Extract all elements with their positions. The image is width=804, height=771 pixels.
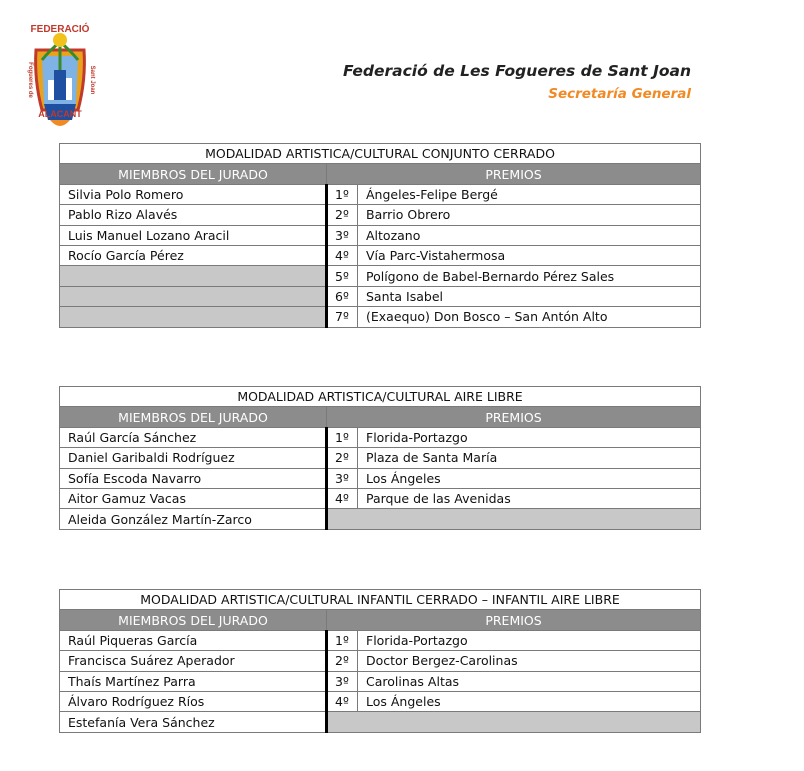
jury-member: Estefanía Vera Sánchez (60, 712, 327, 732)
prize-name: Doctor Bergez-Carolinas (358, 651, 701, 671)
table-row (60, 205, 701, 225)
prize-name: Carolinas Altas (358, 671, 701, 691)
jury-header: MIEMBROS DEL JURADO (60, 610, 327, 630)
jury-member: Rocío García Pérez (60, 245, 327, 265)
prize-name: Vía Parc-Vistahermosa (358, 245, 701, 265)
logo-bottom-text: ALACANT (38, 109, 82, 119)
jury-member: Aitor Gamuz Vacas (60, 488, 327, 508)
table-row (60, 307, 701, 327)
logo-top-text: FEDERACIÓ (30, 24, 90, 35)
table-row (60, 448, 701, 468)
table-row (60, 427, 701, 447)
table-row (60, 691, 701, 711)
prize-place: 4º (327, 245, 358, 265)
jury-member: Luis Manuel Lozano Aracil (60, 225, 327, 245)
jury-member: Pablo Rizo Alavés (60, 205, 327, 225)
federacio-logo (20, 20, 100, 135)
prize-place: 5º (327, 266, 358, 286)
prize-name: Florida-Portazgo (358, 427, 701, 447)
prize-name: Parque de las Avenidas (358, 488, 701, 508)
results-table-aire-libre (59, 386, 701, 530)
table-row (60, 286, 701, 306)
prize-place: 1º (327, 427, 358, 447)
page-title: Federació de Les Fogueres de Sant Joan (342, 62, 691, 80)
empty-jury-cell (60, 307, 327, 327)
page-subtitle: Secretaría General (548, 86, 691, 102)
prize-place: 4º (327, 691, 358, 711)
empty-jury-cell (60, 286, 327, 306)
table-row (60, 266, 701, 286)
prize-name: Altozano (358, 225, 701, 245)
table-row (60, 651, 701, 671)
empty-prize-cell (327, 509, 701, 529)
prize-place: 2º (327, 448, 358, 468)
results-table-infantil (59, 589, 701, 733)
prize-name: (Exaequo) Don Bosco – San Antón Alto (358, 307, 701, 327)
table-row (60, 712, 701, 732)
table-row (60, 184, 701, 204)
prize-place: 2º (327, 651, 358, 671)
prize-place: 2º (327, 205, 358, 225)
prize-place: 3º (327, 225, 358, 245)
prizes-header: PREMIOS (327, 407, 701, 427)
jury-member: Daniel Garibaldi Rodríguez (60, 448, 327, 468)
prizes-header: PREMIOS (327, 610, 701, 630)
table-row (60, 225, 701, 245)
prize-place: 1º (327, 630, 358, 650)
prize-name: Ángeles-Felipe Bergé (358, 184, 701, 204)
jury-member: Raúl García Sánchez (60, 427, 327, 447)
table-caption: MODALIDAD ARTISTICA/CULTURAL AIRE LIBRE (60, 387, 701, 407)
table-caption: MODALIDAD ARTISTICA/CULTURAL CONJUNTO CERRADO (60, 144, 701, 164)
prize-place: 7º (327, 307, 358, 327)
table-row (60, 245, 701, 265)
logo-right-text: Sant Joan (89, 65, 95, 95)
empty-prize-cell (327, 712, 701, 732)
jury-header: MIEMBROS DEL JURADO (60, 407, 327, 427)
prize-name: Barrio Obrero (358, 205, 701, 225)
jury-member: Sofía Escoda Navarro (60, 468, 327, 488)
prize-name: Los Ángeles (358, 468, 701, 488)
prize-place: 3º (327, 671, 358, 691)
prize-place: 6º (327, 286, 358, 306)
table-row (60, 468, 701, 488)
prize-name: Los Ángeles (358, 691, 701, 711)
logo-left-text: Fogueres de (27, 62, 33, 98)
prizes-header: PREMIOS (327, 164, 701, 184)
prize-name: Florida-Portazgo (358, 630, 701, 650)
prize-name: Santa Isabel (358, 286, 701, 306)
jury-member: Raúl Piqueras García (60, 630, 327, 650)
empty-jury-cell (60, 266, 327, 286)
prize-place: 1º (327, 184, 358, 204)
prize-place: 3º (327, 468, 358, 488)
results-table-conjunto-cerrado (59, 143, 701, 328)
table-row (60, 671, 701, 691)
jury-member: Aleida González Martín-Zarco (60, 509, 327, 529)
table-caption: MODALIDAD ARTISTICA/CULTURAL INFANTIL CERRADO – INFANTIL AIRE LIBRE (60, 590, 701, 610)
table-row (60, 630, 701, 650)
jury-member: Thaís Martínez Parra (60, 671, 327, 691)
jury-header: MIEMBROS DEL JURADO (60, 164, 327, 184)
prize-place: 4º (327, 488, 358, 508)
jury-member: Francisca Suárez Aperador (60, 651, 327, 671)
prize-name: Plaza de Santa María (358, 448, 701, 468)
jury-member: Silvia Polo Romero (60, 184, 327, 204)
table-row (60, 488, 701, 508)
prize-name: Polígono de Babel-Bernardo Pérez Sales (358, 266, 701, 286)
table-row (60, 509, 701, 529)
jury-member: Álvaro Rodríguez Ríos (60, 691, 327, 711)
